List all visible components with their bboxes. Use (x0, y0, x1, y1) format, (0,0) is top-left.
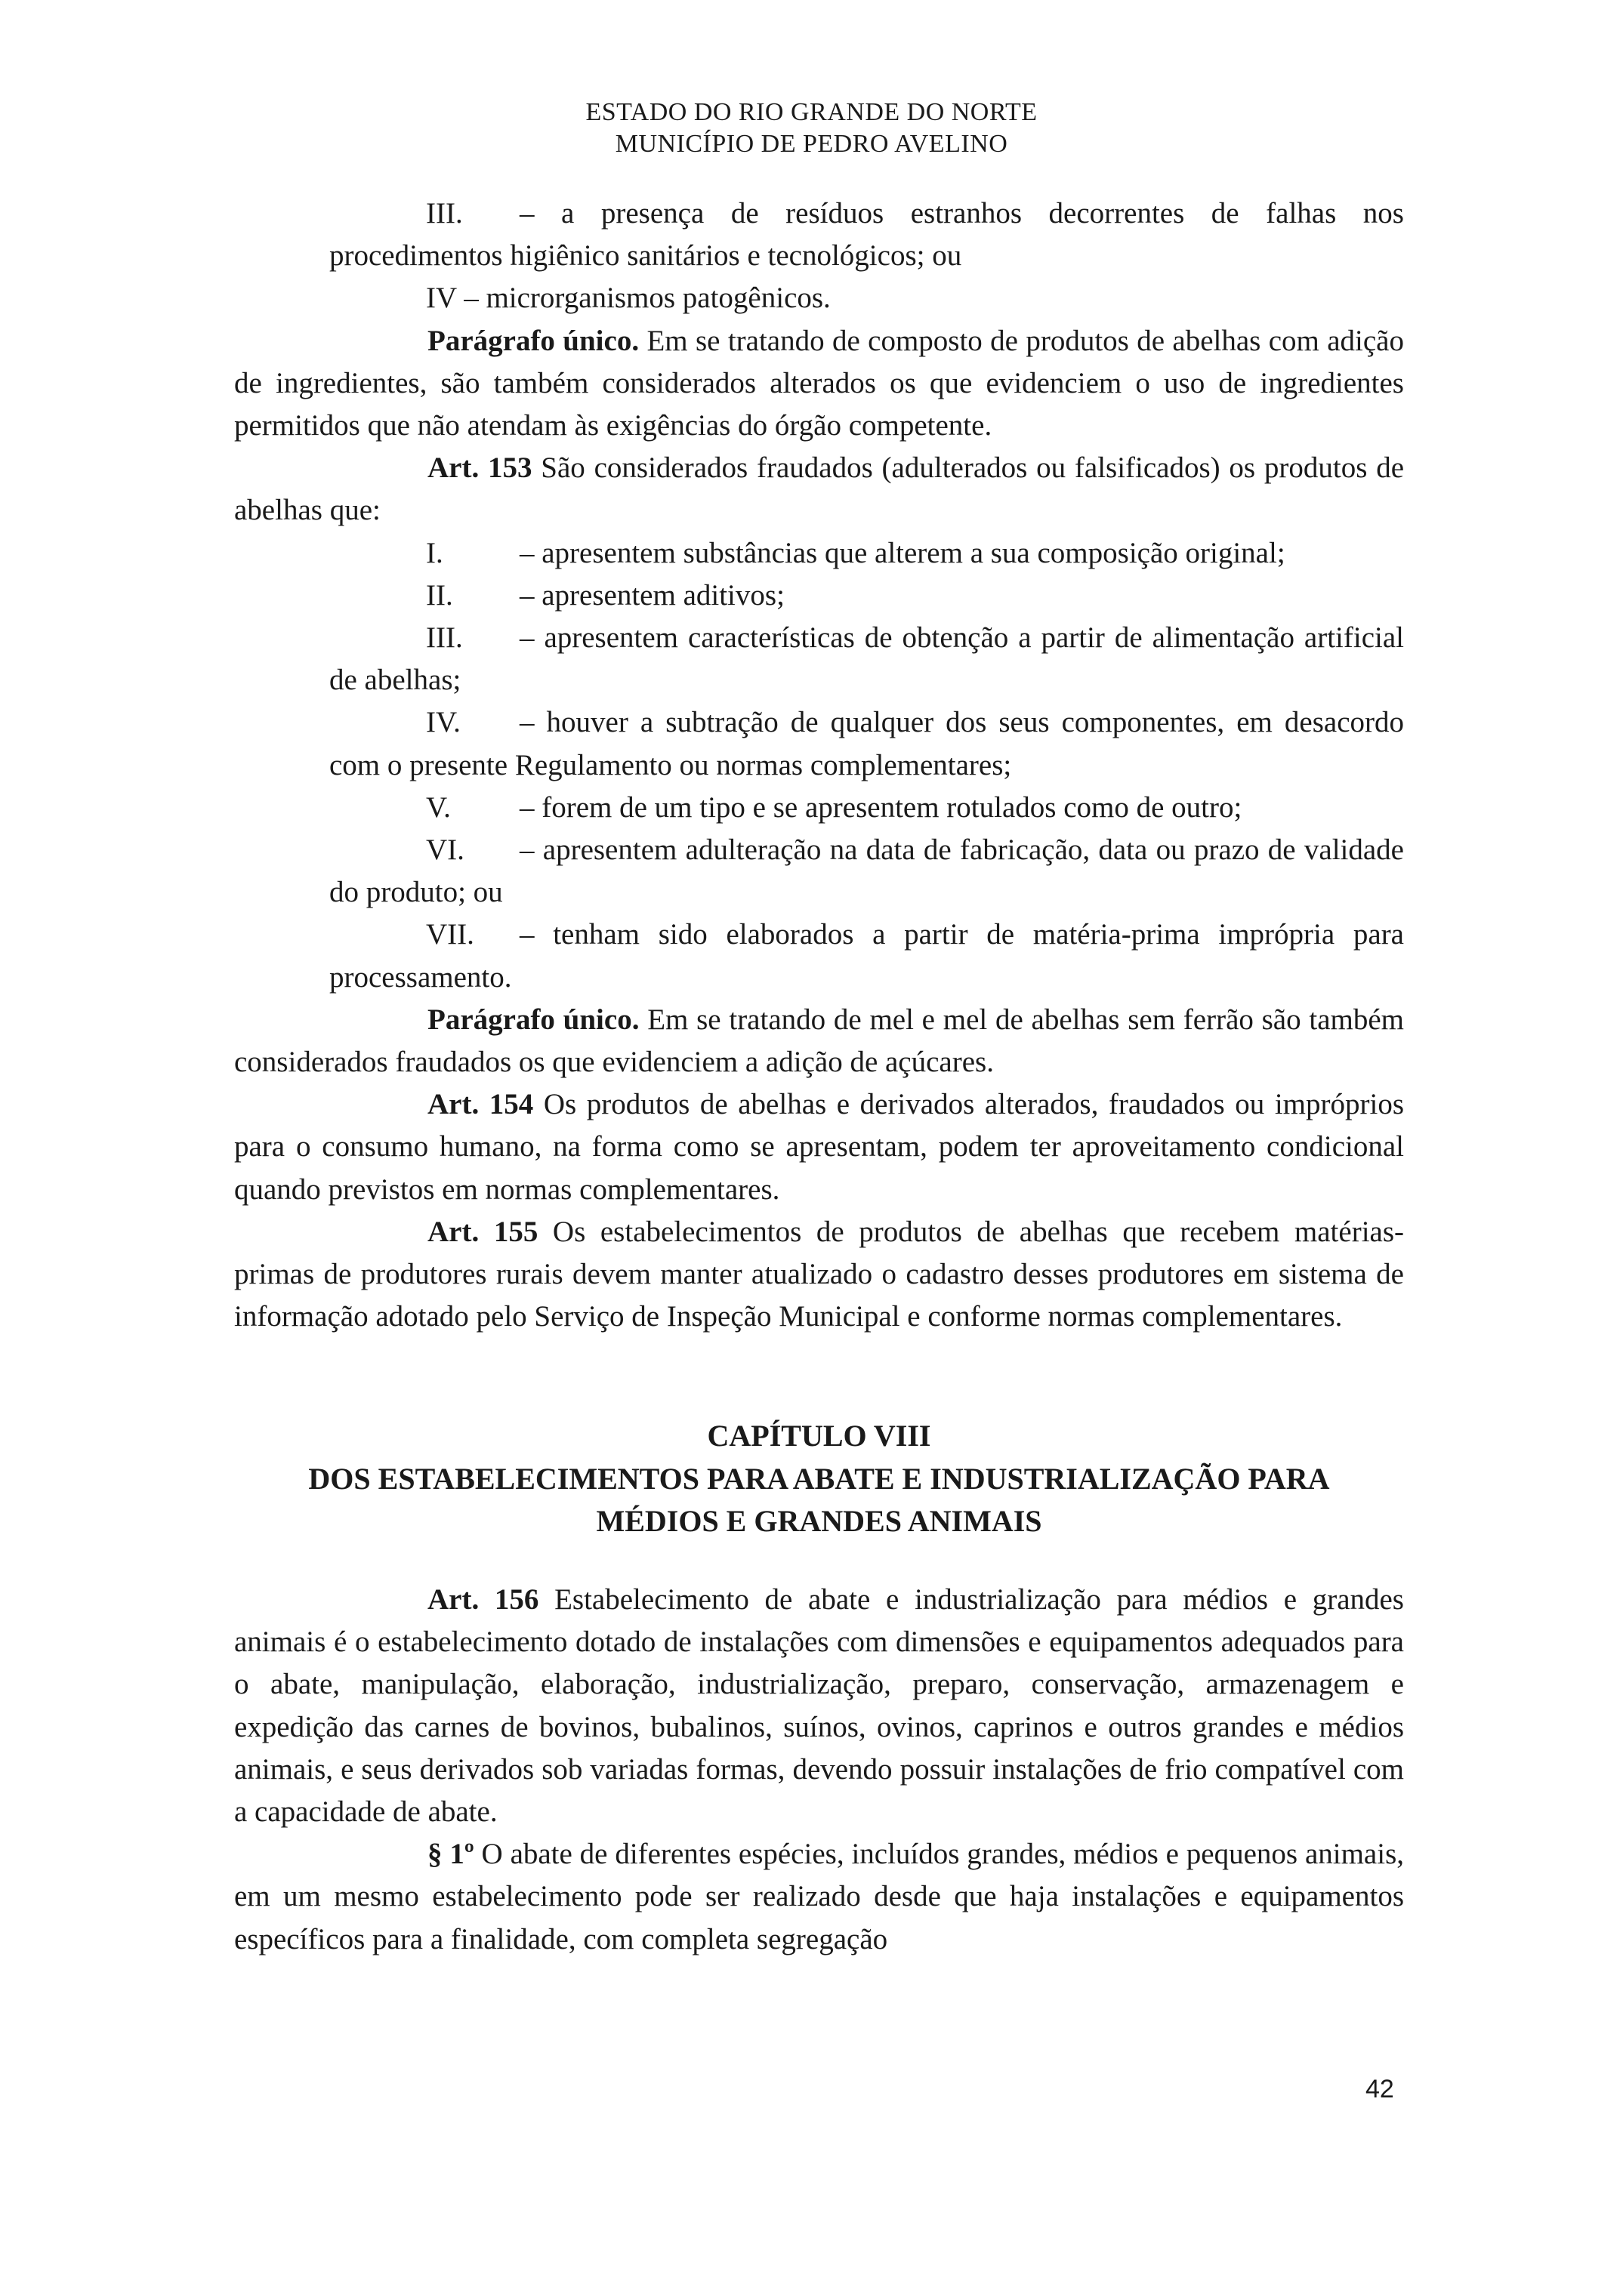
item-text: – houver a subtração de qualquer dos seus componentes, em desacordo com o presente Regulamento ou normas complementares; (329, 706, 1404, 781)
spacer (234, 1543, 1404, 1579)
item-text: – a presença de resíduos estranhos decorrentes de falhas nos procedimentos higiênico sanitários e tecnológicos; ou (329, 197, 1404, 273)
article-text: São considerados fraudados (adulterados ou falsificados) os produtos de abelhas que: (234, 451, 1405, 527)
item-number: II. (426, 578, 453, 612)
art152-item-iii (234, 193, 1404, 277)
art153-item-ii (234, 575, 1404, 617)
item-text: – apresentem aditivos; (520, 578, 785, 612)
spacer (234, 1338, 1404, 1415)
article-label: Art. 155 (427, 1215, 538, 1248)
art153-item-iv (234, 701, 1404, 786)
document-body (234, 193, 1404, 1961)
chapter-heading (234, 1415, 1404, 1543)
item-number: III. (426, 621, 463, 655)
item-number: III. (426, 197, 463, 230)
art153-item-iii (234, 617, 1404, 701)
art153-item-i (234, 532, 1404, 575)
paragraph-label: § 1º (427, 1838, 474, 1871)
item-text: – forem de um tipo e se apresentem rotulados como de outro; (520, 791, 1242, 824)
article-156 (234, 1579, 1404, 1833)
paragrafo-unico-153 (234, 999, 1404, 1083)
item-number: VII. (426, 918, 474, 951)
paragraph-1 (234, 1833, 1404, 1961)
header-municipality: MUNICÍPIO DE PEDRO AVELINO (615, 130, 1008, 158)
item-number: I. (426, 536, 443, 569)
article-155 (234, 1211, 1404, 1339)
article-153 (234, 447, 1404, 532)
item-number: VI. (426, 834, 464, 867)
paragrafo-unico-152 (234, 320, 1404, 448)
article-text: Os estabelecimentos de produtos de abelhas que recebem matérias-primas de produtores rurais devem manter atualizado o cadastro desses produtores em sistema de informação adotado pelo Serviço de Inspeção Municipal e conforme normas complementares. (234, 1215, 1405, 1333)
item-text: – apresentem características de obtenção a partir de alimentação artificial de abelhas; (329, 621, 1404, 697)
item-text: – apresentem substâncias que alterem a sua composição original; (520, 536, 1285, 569)
art153-item-vi (234, 829, 1404, 914)
item-number: IV. (426, 706, 461, 739)
art153-item-v (234, 787, 1404, 829)
article-label: Art. 153 (427, 451, 532, 485)
item-number: V. (426, 791, 451, 824)
art153-item-vii (234, 914, 1404, 998)
article-154 (234, 1083, 1404, 1211)
article-text: Os produtos de abelhas e derivados alterados, fraudados ou impróprios para o consumo humano, na forma como se apresentam, podem ter aproveitamento condicional quando previstos em normas complementares. (234, 1088, 1404, 1206)
chapter-title-line1: DOS ESTABELECIMENTOS PARA ABATE E INDUSTRIALIZAÇÃO PARA (308, 1461, 1330, 1496)
article-label: Art. 154 (427, 1088, 534, 1121)
paragraph-label: Parágrafo único. (427, 1003, 640, 1036)
chapter-title-line2: MÉDIOS E GRANDES ANIMAIS (596, 1504, 1042, 1539)
article-label: Art. 156 (427, 1583, 539, 1616)
item-text: IV – microrganismos patogênicos. (426, 282, 831, 315)
art152-item-iv (234, 277, 1404, 319)
item-text: – tenham sido elaborados a partir de matéria-prima imprópria para processamento. (329, 918, 1404, 994)
paragraph-text: O abate de diferentes espécies, incluídos grandes, médios e pequenos animais, em um mesmo estabelecimento pode ser realizado desde que haja instalações e equipamentos específicos para a finalidade, com completa segregação (234, 1838, 1404, 1955)
paragraph-text: Em se tratando de mel e mel de abelhas sem ferrão são também considerados fraudados os que evidenciem a adição de açúcares. (234, 1003, 1404, 1079)
document-header (0, 97, 1623, 160)
header-state: ESTADO DO RIO GRANDE DO NORTE (585, 98, 1038, 126)
paragraph-text: Em se tratando de composto de produtos de abelhas com adição de ingredientes, são também considerados alterados os que evidenciem o uso de ingredientes permitidos que não atendam às exigências do órgão competente. (234, 324, 1404, 442)
page-number: 42 (1365, 2075, 1394, 2103)
item-text: – apresentem adulteração na data de fabricação, data ou prazo de validade do produto; ou (329, 834, 1404, 909)
article-text: Estabelecimento de abate e industrialização para médios e grandes animais é o estabelecimento dotado de instalações com dimensões e equipamentos adequados para o abate, manipulação, elaboração, industrialização, preparo, conservação, armazenagem e expedição das carnes de bovinos, bubalinos, suínos, ovinos, caprinos e outros grandes e médios animais, e seus derivados sob variadas formas, devendo possuir instalações de frio compatível com a capacidade de abate. (234, 1583, 1404, 1828)
paragraph-label: Parágrafo único. (427, 324, 640, 357)
chapter-number: CAPÍTULO VIII (707, 1419, 931, 1453)
